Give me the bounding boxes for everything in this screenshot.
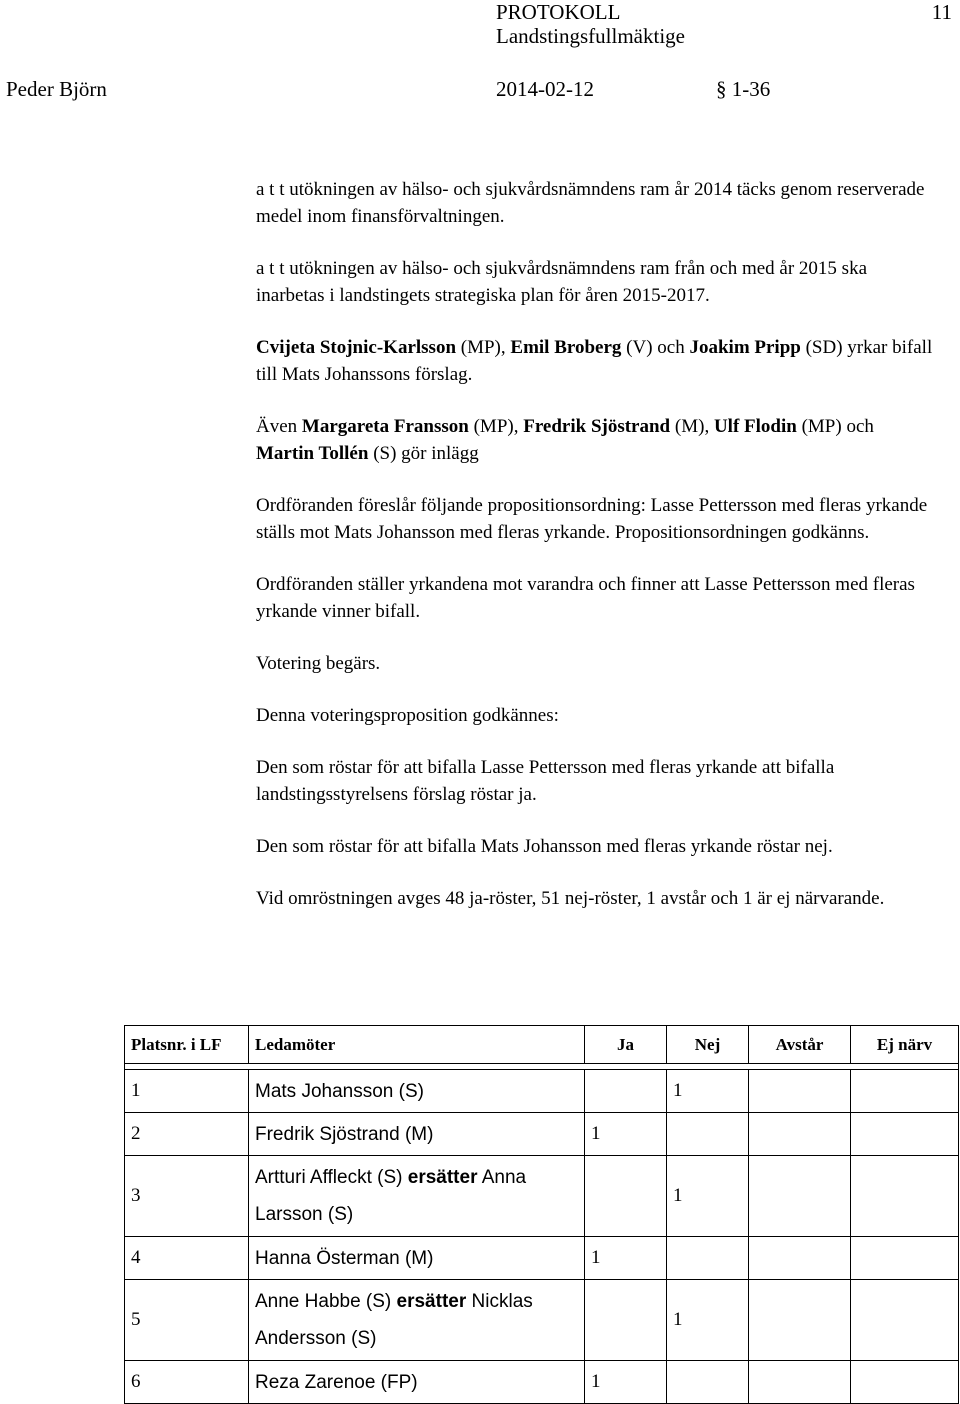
- speaker-name: Ulf Flodin: [713, 416, 797, 437]
- table-row: [125, 1070, 959, 1113]
- vote-abstain: [749, 1237, 851, 1280]
- paragraph-1: a t t utökningen av hälso- och sjukvårdsnämndens ram år 2014 täcks genom reserverade medel inom finansförvaltningen.: [256, 179, 925, 227]
- paragraph-5: Ordföranden föreslår följande propositionsordning: Lasse Pettersson med fleras yrkande ställs mot Mats Johansson med fleras yrkande. Propositionsordningen godkänns.: [256, 495, 928, 543]
- member-name: Fredrik Sjöstrand (M): [249, 1113, 585, 1156]
- vote-abstain: [749, 1280, 851, 1361]
- vote-absent: [851, 1280, 959, 1361]
- speaker-name: Cvijeta Stojnic-Karlsson: [256, 337, 457, 358]
- vote-yes: 1: [585, 1361, 667, 1404]
- paragraph-text: (MP),: [468, 416, 524, 437]
- paragraph-10: Den som röstar för att bifalla Mats Johansson med fleras yrkande röstar nej.: [256, 836, 833, 857]
- vote-yes: [585, 1070, 667, 1113]
- paragraph-4: [256, 413, 936, 467]
- paragraph-reference: § 1-36: [716, 77, 771, 101]
- paragraph-text: Även: [256, 416, 302, 437]
- seat-number: 5: [125, 1280, 249, 1361]
- vote-absent: [851, 1361, 959, 1404]
- assembly-name: Landstingsfullmäktige: [496, 24, 685, 48]
- replaced-member-text: Nicklas Andersson (S): [255, 1291, 533, 1349]
- paragraph-9: Den som röstar för att bifalla Lasse Pettersson med fleras yrkande att bifalla landstingsstyrelsens förslag röstar ja.: [256, 757, 835, 805]
- paragraph-text: (SD) yrkar bifall till Mats Johanssons förslag.: [256, 337, 933, 385]
- seat-number: 1: [125, 1070, 249, 1113]
- member-name-text: Artturi Affleckt (S): [255, 1167, 408, 1188]
- replacement-label: ersätter: [407, 1167, 478, 1188]
- paragraph-11: Vid omröstningen avges 48 ja-röster, 51 nej-röster, 1 avstår och 1 är ej närvarande.: [256, 888, 885, 909]
- table-row: [125, 1361, 959, 1404]
- column-header-no: Nej: [667, 1026, 749, 1064]
- seat-number: 6: [125, 1361, 249, 1404]
- author-name: Peder Björn: [6, 77, 107, 101]
- vote-abstain: [749, 1070, 851, 1113]
- vote-no: [667, 1113, 749, 1156]
- document-type: PROTOKOLL: [496, 0, 621, 24]
- paragraph-text: (MP),: [456, 337, 511, 358]
- paragraph-7: Votering begärs.: [256, 653, 381, 674]
- protocol-body: [256, 176, 936, 912]
- table-row: [125, 1156, 959, 1237]
- vote-abstain: [749, 1113, 851, 1156]
- vote-no: [667, 1361, 749, 1404]
- seat-number: 4: [125, 1237, 249, 1280]
- seat-number: 2: [125, 1113, 249, 1156]
- vote-abstain: [749, 1156, 851, 1237]
- vote-yes: [585, 1280, 667, 1361]
- voting-table: [124, 1025, 959, 1404]
- column-header-absent: Ej närv: [851, 1026, 959, 1064]
- vote-absent: [851, 1156, 959, 1237]
- speaker-name: Margareta Fransson: [301, 416, 469, 437]
- vote-yes: [585, 1156, 667, 1237]
- member-name: Hanna Österman (M): [249, 1237, 585, 1280]
- vote-absent: [851, 1070, 959, 1113]
- paragraph-3: [256, 334, 936, 388]
- table-row: [125, 1237, 959, 1280]
- speaker-name: Martin Tollén: [256, 443, 369, 464]
- vote-absent: [851, 1113, 959, 1156]
- speaker-name: Fredrik Sjöstrand: [523, 416, 671, 437]
- vote-no: 1: [667, 1280, 749, 1361]
- member-name: [249, 1156, 585, 1237]
- paragraph-text: (S) gör inlägg: [368, 443, 479, 464]
- replacement-label: ersätter: [396, 1291, 467, 1312]
- member-name: [249, 1280, 585, 1361]
- paragraph-text: (M),: [670, 416, 714, 437]
- member-name: Reza Zarenoe (FP): [249, 1361, 585, 1404]
- vote-no: 1: [667, 1156, 749, 1237]
- table-row: [125, 1280, 959, 1361]
- vote-absent: [851, 1237, 959, 1280]
- seat-number: 3: [125, 1156, 249, 1237]
- paragraph-text: (MP) och: [796, 416, 874, 437]
- paragraph-8: Denna voteringsproposition godkännes:: [256, 705, 559, 726]
- paragraph-text: (V) och: [621, 337, 690, 358]
- member-name: Mats Johansson (S): [249, 1070, 585, 1113]
- member-name-text: Anne Habbe (S): [255, 1291, 397, 1312]
- vote-abstain: [749, 1361, 851, 1404]
- replaced-member-text: Anna Larsson (S): [255, 1167, 527, 1225]
- column-header-members: Ledamöter: [249, 1026, 585, 1064]
- speaker-name: Emil Broberg: [510, 337, 622, 358]
- meeting-date: 2014-02-12: [496, 77, 594, 101]
- column-header-yes: Ja: [585, 1026, 667, 1064]
- vote-no: 1: [667, 1070, 749, 1113]
- paragraph-6: Ordföranden ställer yrkandena mot varandra och finner att Lasse Pettersson med fleras yrkande vinner bifall.: [256, 574, 915, 622]
- paragraph-2: a t t utökningen av hälso- och sjukvårdsnämndens ram från och med år 2015 ska inarbetas i landstingets strategiska plan för åren 2015-2017.: [256, 258, 868, 306]
- table-row: [125, 1113, 959, 1156]
- vote-yes: 1: [585, 1113, 667, 1156]
- page-number: 11: [931, 0, 952, 24]
- vote-yes: 1: [585, 1237, 667, 1280]
- column-header-seat: Platsnr. i LF: [125, 1026, 249, 1064]
- speaker-name: Joakim Pripp: [689, 337, 801, 358]
- table-header-row: [125, 1026, 959, 1064]
- column-header-abstain: Avstår: [749, 1026, 851, 1064]
- vote-no: [667, 1237, 749, 1280]
